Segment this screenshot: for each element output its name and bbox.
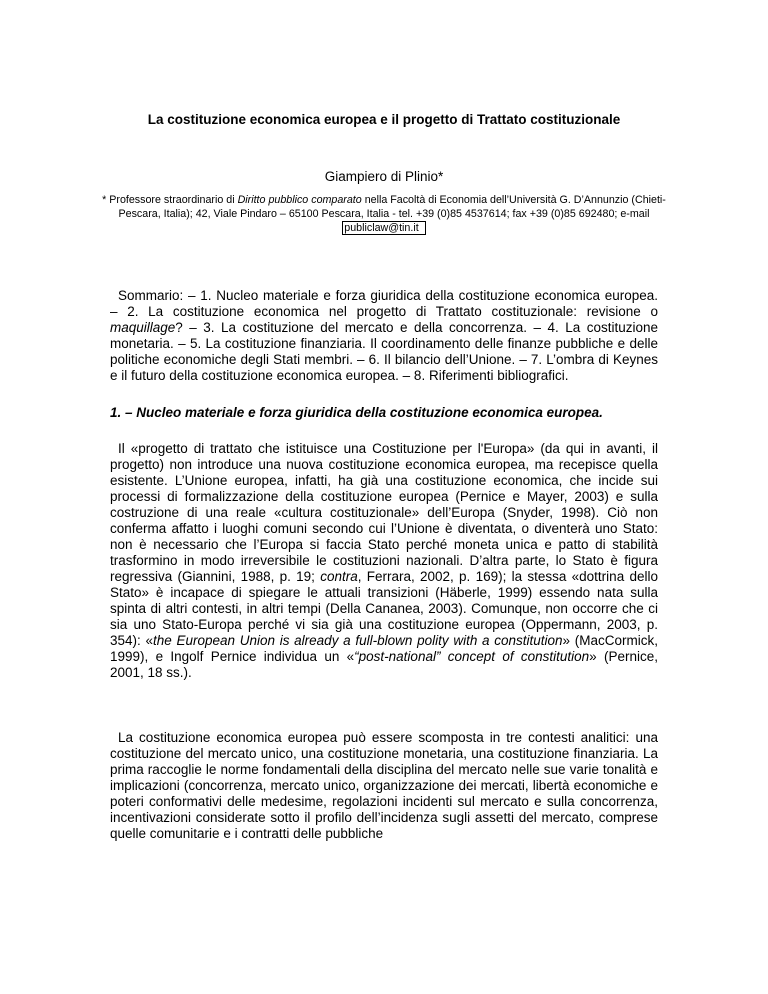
para1-text-d: » (Pernice, 2001, 18 ss.).: [110, 649, 658, 680]
section-1-paragraph-2: La costituzione economica europea può essere scomposta in tre contesti analitici: una costituzione del mercato unico, una costituzione monetaria, una costituzione finanziaria. La prima raccoglie le norme fondamentali della disciplina del mercato nelle sue varie tonalità e implicazioni (concorrenza, mercato unico, organizzazione dei mercati, libertà economiche e poteri conformativi delle medesime, regolazioni incidenti sul mercato e sulla concorrenza, incentivazioni considerate sotto il profilo dell’incidenza sugli assetti del mercato, comprese quelle comunitarie e i contratti delle pubbliche: [110, 730, 658, 841]
affiliation-prefix: * Professore straordinario di: [102, 194, 238, 206]
summary-part-1: Sommario: – 1. Nucleo materiale e forza giuridica della costituzione economica europea. – 2. La costituzione economica nel progetto di Trattato costituzionale: revisione o: [110, 288, 658, 319]
author-name: Giampiero di Plinio*: [324, 169, 444, 184]
affiliation-details: nella Facoltà di Economia dell’Università G. D’Annunzio (Chieti-Pescara, Italia); 42, Viale Pindaro – 65100 Pescara, Italia - tel. +39 (0)85 4537614; fax +39 (0)85 692480; e-mail: [118, 194, 666, 220]
summary-maquillage: maquillage: [110, 320, 176, 335]
author-affiliation: [85, 193, 683, 235]
affiliation-subject: Diritto pubblico comparato: [237, 194, 362, 206]
summary-part-2: ? – 3. La costituzione del mercato e della concorrenza. – 4. La costituzione monetaria. – 5. La costituzione finanziaria. Il coordinamento delle finanze pubbliche e delle politiche economiche degli Stati membri. – 6. Il bilancio dell’Unione. – 7. L’ombra di Keynes e il futuro della costituzione economica europea. – 8. Riferimenti bibliografici.: [110, 320, 658, 383]
para1-quote-1: the European Union is already a full-blown polity with a constitution: [153, 633, 563, 648]
summary-paragraph: [110, 288, 658, 384]
section-1-paragraph-1: [110, 441, 658, 681]
para1-text-a: Il «progetto di trattato che istituisce una Costituzione per l'Europa» (da qui in avanti, il progetto) non introduce una nuova costituzione economica europea, ma recepisce quella esistente. L’Unione europea, infatti, ha già una costituzione economica, che incide sui processi di formalizzazione della costituzione europea (Pernice e Mayer, 2003) e sulla costruzione di una reale «cultura costituzionale» dell’Europa (Snyder, 1998). Ciò non conferma affatto i luoghi comuni secondo cui l’Unione è diventata, o diventerà uno Stato: non è necessario che l’Europa si faccia Stato perché moneta unica e patto di stabilità trasformino in modo irreversibile le costituzioni nazionali. D’altra parte, lo Stato è figura regressiva (Giannini, 1988, p. 19;: [110, 441, 658, 584]
para1-contra: contra: [320, 569, 358, 584]
email-link[interactable]: publiclaw@tin.it: [342, 221, 425, 235]
para1-text-b: , Ferrara, 2002, p. 169); la stessa «dottrina dello Stato» è incapace di spiegare le attuali transizioni (Häberle, 1999) essendo nata sulla spinta di altri contesti, in altri tempi (Della Cananea, 2003). Comunque, non occorre che ci sia uno Stato-Europa perché vi sia già una costituzione europea (Oppermann, 2003, p. 354): «: [110, 569, 658, 648]
para1-text-c: » (MacCormick, 1999), e Ingolf Pernice individua un «: [110, 633, 659, 664]
paper-title: La costituzione economica europea e il progetto di Trattato costituzionale: [147, 112, 621, 127]
para1-quote-2: “post-national” concept of constitution: [354, 649, 590, 664]
section-1-heading: 1. – Nucleo materiale e forza giuridica della costituzione economica europea.: [110, 405, 603, 420]
